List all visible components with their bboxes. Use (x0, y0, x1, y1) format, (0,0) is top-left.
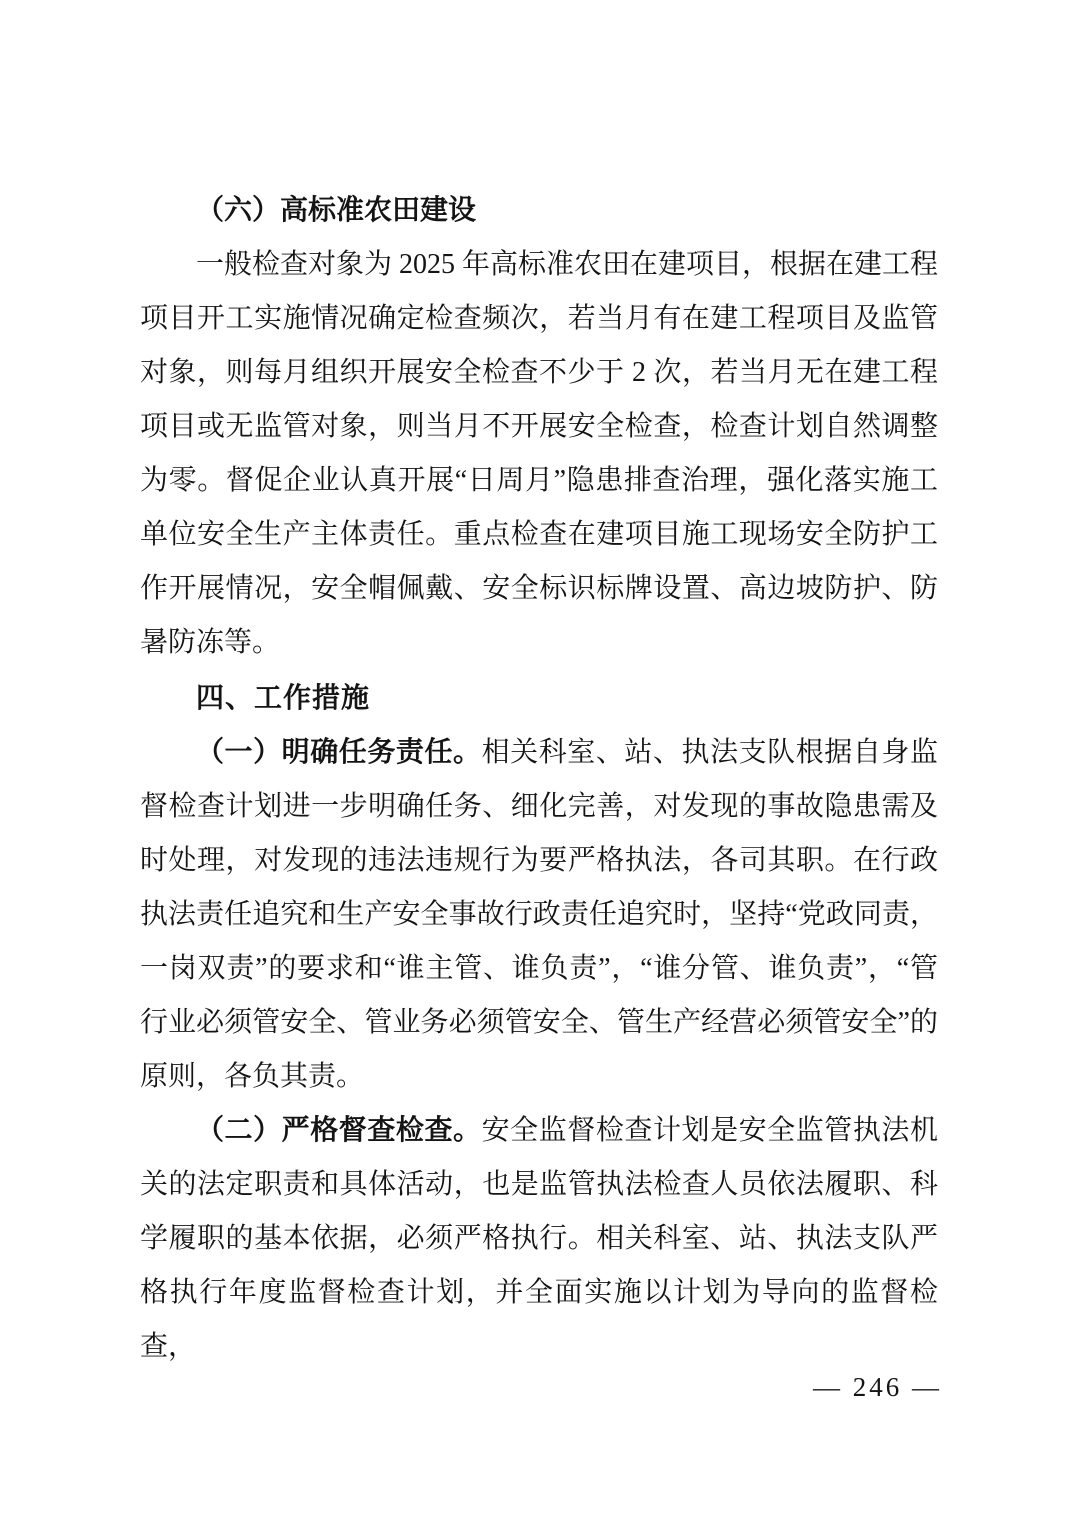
section-heading-6: （六）高标准农田建设 (196, 195, 477, 226)
item1-lead-label: （一）明确任务责任。 (196, 737, 482, 768)
page-number: — 246 — (813, 1372, 942, 1402)
item2-lead-label: （二）严格督查检查。 (196, 1115, 482, 1146)
paragraph-item1 (140, 726, 938, 1104)
paragraph-section6-body: 一般检查对象为 2025 年高标准农田在建项目，根据在建工程项目开工实施情况确定检查频次，若当月有在建工程项目及监管对象，则每月组织开展安全检查不少于 2 次，若当月无在建工程项目或无监管对象，则当月不开展安全检查，检查计划自然调整为零。督促企业认真开展“日周月”隐患排查治理，强化落实施工单位安全生产主体责任。重点检查在建项目施工现场安全防护工作开展情况，安全帽佩戴、安全标识标牌设置、高边坡防护、防暑防冻等。 (140, 249, 939, 658)
item2-body-text: 安全监督检查计划是安全监管执法机关的法定职责和具体活动，也是监管执法检查人员依法履职、科学履职的基本依据，必须严格执行。相关科室、站、执法支队严格执行年度监督检查计划，并全面实施以计划为导向的监督检查， (140, 1115, 938, 1362)
section-heading-4-work-measures: 四、工作措施 (196, 682, 371, 713)
paragraph-item2 (140, 1104, 938, 1374)
document-body (140, 184, 938, 1374)
item1-body-text: 相关科室、站、执法支队根据自身监督检查计划进一步明确任务、细化完善，对发现的事故隐患需及时处理，对发现的违法违规行为要严格执法，各司其职。在行政执法责任追究和生产安全事故行政责任追究时，坚持“党政同责，一岗双责”的要求和“谁主管、谁负责”，“谁分管、谁负责”，“管行业必须管安全、管业务必须管安全、管生产经营必须管安全”的原则，各负其责。 (140, 737, 938, 1092)
